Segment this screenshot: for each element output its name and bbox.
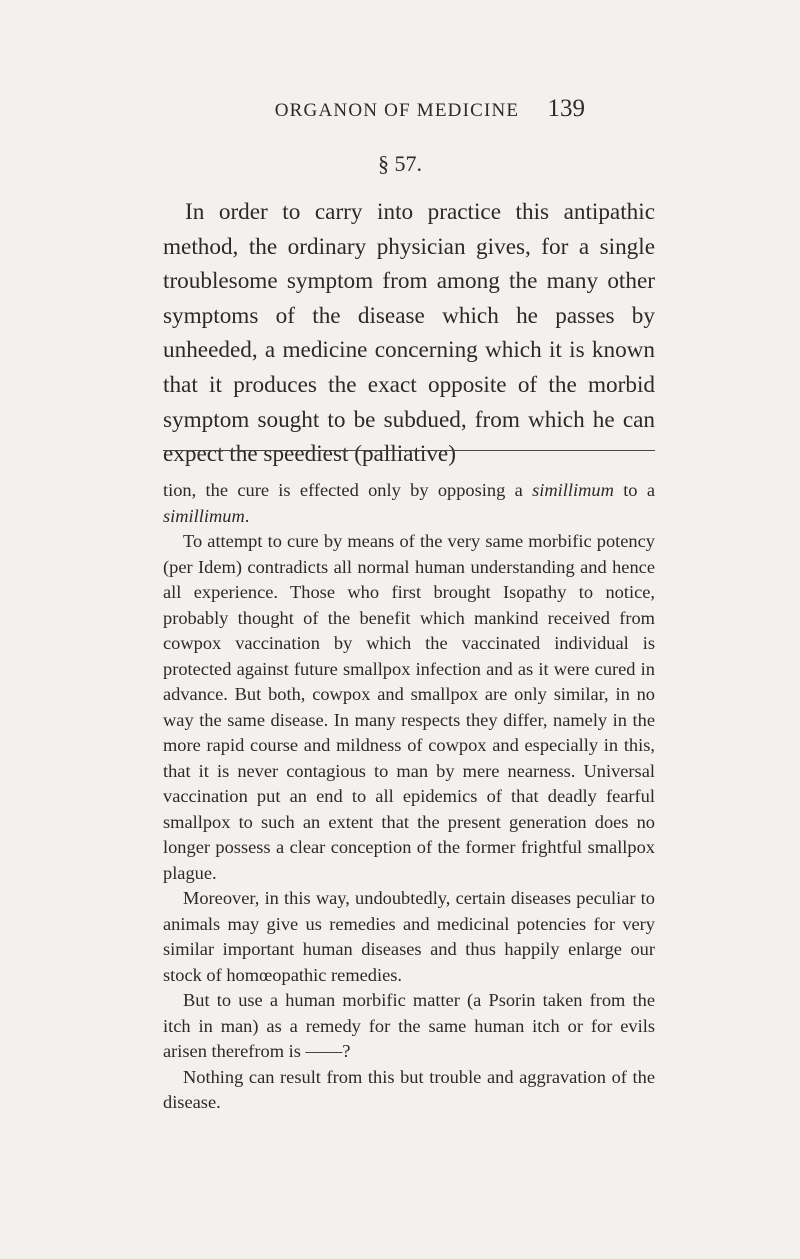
footnote-text: to a — [613, 480, 655, 500]
footnote-paragraph-2: To attempt to cure by means of the very same morbific potency (per Idem) contradicts all normal human understanding and hence all experience. Those who first brought Isopathy to notice, probably thought of the benefit which mankind received from cowpox vaccination by which the vaccinated individual is protected against future smallpox infection and as it were cured in advance. But both, cowpox and smallpox are only similar, in no way the same disease. In many respects they differ, namely in the more rapid course and mildness of cowpox and especially in this, that it is never contagious to man by mere nearness. Universal vaccination put an end to all epidemics of that deadly fearful smallpox to such an extent that the present generation does no longer possess a clear conception of the former frightful smallpox plague. — [163, 531, 655, 883]
italic-term: simillimum — [163, 505, 245, 526]
section-number: § 57. — [378, 151, 422, 176]
footnote-text: . — [244, 505, 250, 526]
footnote-paragraph-1 — [163, 478, 655, 529]
italic-term: simillimum — [532, 480, 614, 500]
footnote-paragraph-4: But to use a human morbific matter (a Psorin taken from the itch in man) as a remedy for the same human itch or for evils arisen therefrom is ——? — [163, 990, 655, 1061]
footnote — [163, 478, 655, 1116]
footnote-paragraph-5: Nothing can result from this but trouble and aggravation of the disease. — [163, 1066, 655, 1112]
page-number: 139 — [547, 95, 585, 122]
footnote-divider — [163, 450, 655, 451]
footnote-text: tion, the cure is effected only by opposing a — [163, 480, 533, 500]
footnote-paragraph-3: Moreover, in this way, undoubtedly, certain diseases peculiar to animals may give us remedies and medicinal potencies for very similar important human diseases and thus happily enlarge our stock of homœopathic remedies. — [163, 888, 655, 985]
main-paragraph: In order to carry into practice this antipathic method, the ordinary physician gives, for a single troublesome symptom from among the many other symptoms of the disease which he passes by unheeded, a medicine concerning which it is known that it produces the exact opposite of the morbid symptom sought to be subdued, from which he can expect the speediest (palliative) — [163, 199, 655, 468]
running-head: ORGANON OF MEDICINE — [274, 100, 520, 121]
